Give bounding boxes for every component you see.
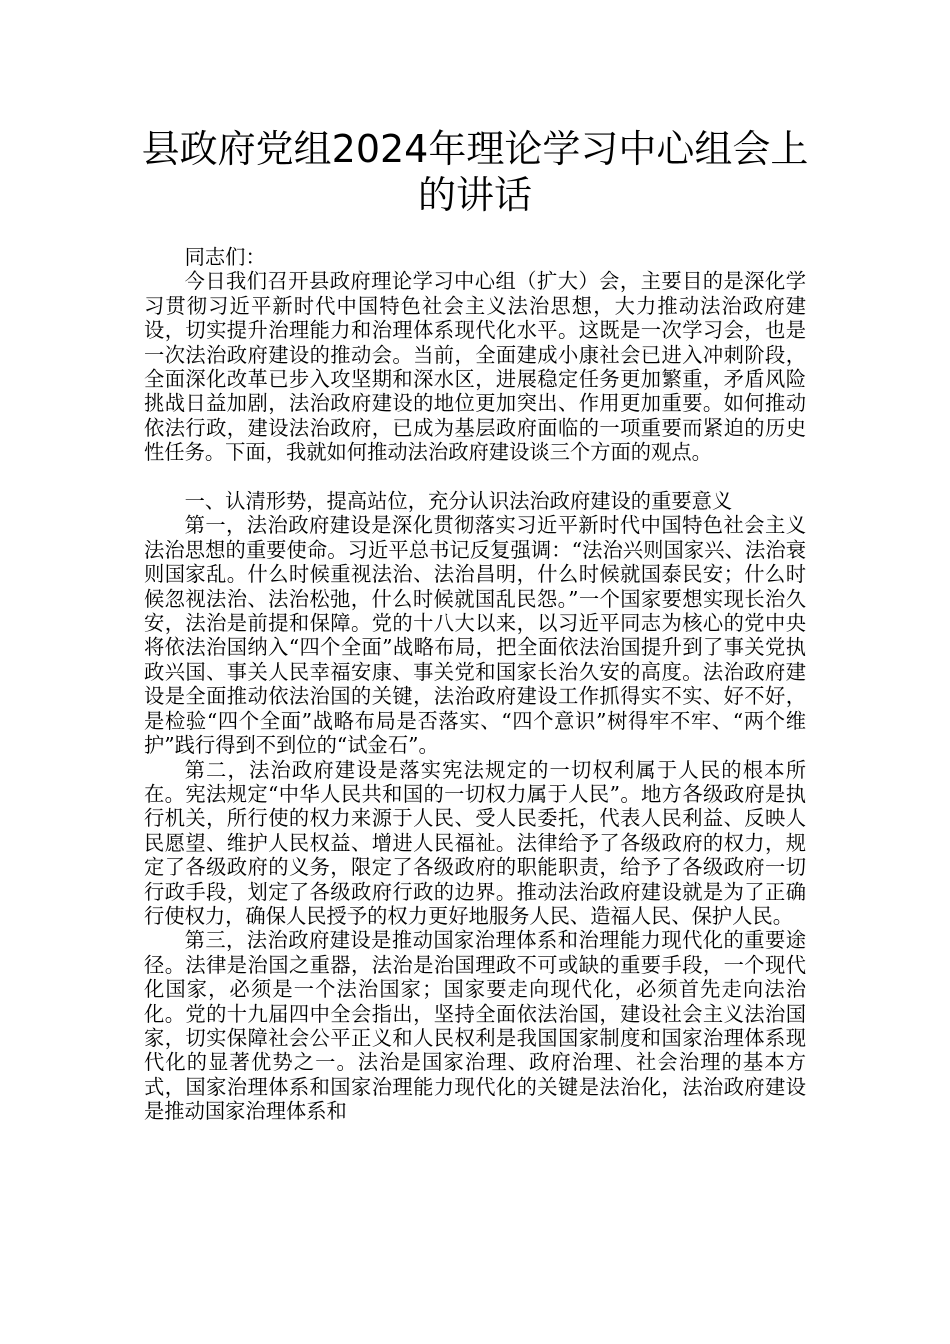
section1-paragraph-1: 第一，法治政府建设是深化贯彻落实习近平新时代中国特色社会主义法治思想的重要使命。习近平总书记反复强调：“法治兴则国家兴、法治衰则国家乱。什么时候重视法治、法治昌明，什么时候就国泰民安；什么时候忽视法治、法治松弛，什么时候就国乱民怨。”一个国家要想实现长治久安，法治是前提和保障。党的十八大以来，以习近平同志为核心的党中央将依法治国纳入“四个全面”战略布局，把全面依法治国提升到了事关党执政兴国、事关人民幸福安康、事关党和国家长治久安的高度。法治政府建设是全面推动依法治国的关键，法治政府建设工作抓得实不实、好不好，是检验“四个全面”战略布局是否落实、“四个意识”树得牢不牢、“两个维护”践行得到不到位的“试金石”。	[144, 513, 806, 758]
document-body	[144, 245, 806, 1124]
salutation: 同志们：	[184, 245, 266, 269]
section1-paragraph-3: 第三，法治政府建设是推动国家治理体系和治理能力现代化的重要途径。法律是治国之重器，法治是治国理政不可或缺的重要手段，一个现代化国家，必须是一个法治国家；国家要走向现代化，必须首先走向法治化。党的十九届四中全会指出，坚持全面依法治国，建设社会主义法治国家，切实保障社会公平正义和人民权利是我国国家制度和国家治理体系现代化的显著优势之一。法治是国家治理、政府治理、社会治理的基本方式，国家治理体系和国家治理能力现代化的关键是法治化，法治政府建设是推动国家治理体系和	[144, 928, 806, 1124]
section-heading-1: 一、认清形势，提高站位，充分认识法治政府建设的重要意义	[184, 489, 733, 514]
section1-paragraph-2: 第二，法治政府建设是落实宪法规定的一切权利属于人民的根本所在。宪法规定“中华人民共和国的一切权力属于人民”。地方各级政府是执行机关，所行使的权力来源于人民、受人民委托，代表人民利益、反映人民愿望、维护人民权益、增进人民福祉。法律给予了各级政府的权力，规定了各级政府的义务，限定了各级政府的职能职责，给予了各级政府一切行政手段，划定了各级政府行政的边界。推动法治政府建设就是为了正确行使权力，确保人民授予的权力更好地服务人民、造福人民、保护人民。	[144, 757, 806, 928]
document-title: 县政府党组2024年理论学习中心组会上的讲话	[141, 127, 809, 217]
intro-paragraph: 今日我们召开县政府理论学习中心组（扩大）会，主要目的是深化学习贯彻习近平新时代中国特色社会主义法治思想，大力推动法治政府建设，切实提升治理能力和治理体系现代化水平。这既是一次学习会，也是一次法治政府建设的推动会。当前，全面建成小康社会已进入冲刺阶段，全面深化改革已步入攻坚期和深水区，进展稳定任务更加繁重，矛盾风险挑战日益加剧，法治政府建设的地位更加突出、作用更加重要。如何推动依法行政，建设法治政府，已成为基层政府面临的一项重要而紧迫的历史性任务。下面，我就如何推动法治政府建设谈三个方面的观点。	[144, 269, 806, 465]
